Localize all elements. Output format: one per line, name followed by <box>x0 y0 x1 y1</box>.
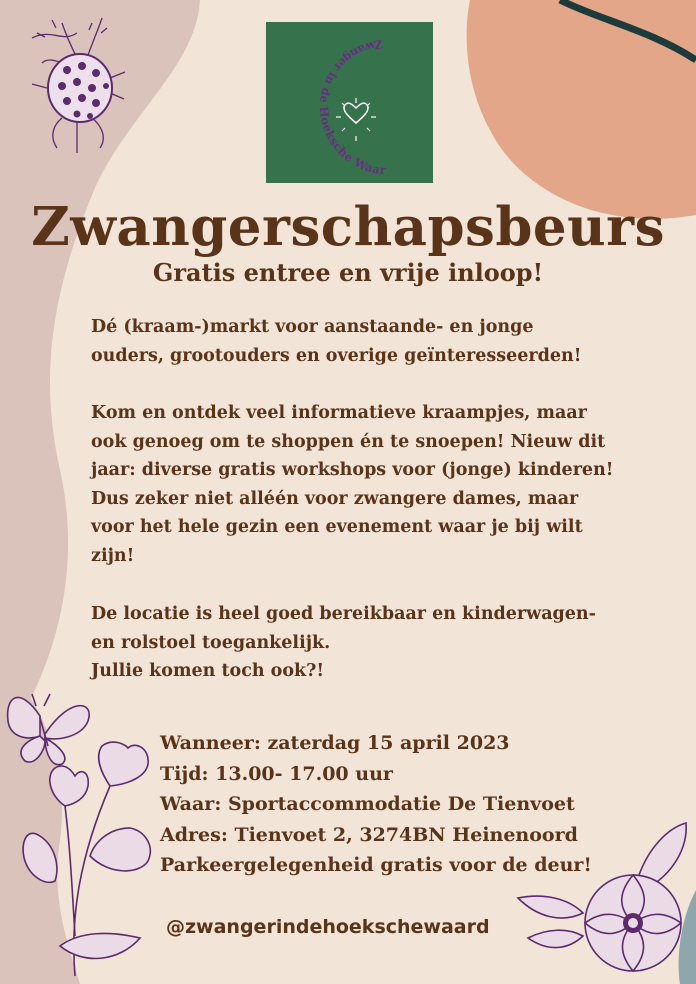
social-handle: @zwangerindehoekschewaard <box>166 916 490 938</box>
logo-arc-text: Zwanger in de Hoeksche Waar <box>316 37 387 178</box>
butterfly-flower-illustration <box>0 676 160 984</box>
poster-subtitle: Gratis entree en vrije inloop! <box>152 258 544 287</box>
body-line: zijn! <box>91 545 135 566</box>
body-paragraph <box>91 399 631 570</box>
location-line: De locatie is heel goed bereikbaar en kinderwagen- <box>91 604 596 624</box>
heart-icon <box>336 98 376 141</box>
body-line: ook genoeg om te shoppen én te snoepen! Nieuw dit <box>91 431 606 452</box>
location-paragraph <box>91 600 631 686</box>
intro-line: Dé (kraam-)markt voor aanstaande- en jonge <box>91 317 534 337</box>
event-parking: Parkeergelegenheid gratis voor de deur! <box>160 854 592 876</box>
event-date: Wanneer: zaterdag 15 april 2023 <box>160 732 510 754</box>
intro-paragraph <box>91 313 631 370</box>
body-line: Dus zeker niet alléén voor zwangere dames, maar <box>91 488 579 509</box>
ladybug-illustration <box>22 8 132 158</box>
body-line: jaar: diverse gratis workshops voor (jonge) kinderen! <box>91 460 614 480</box>
logo-badge <box>266 22 433 183</box>
svg-text:Zwanger in de Hoeksche Waard <box>266 22 387 177</box>
event-venue: Waar: Sportaccommodatie De Tienvoet <box>160 793 575 815</box>
body-line: Kom en ontdek veel informatieve kraampjes, maar <box>91 403 587 423</box>
event-time: Tijd: 13.00- 17.00 uur <box>160 762 393 785</box>
event-details <box>160 728 592 881</box>
body-line: voor het hele gezin een evenement waar je bij wilt <box>91 517 583 537</box>
location-line: en rolstoel toegankelijk. <box>91 632 331 653</box>
intro-line: ouders, grootouders en overige geïnteresseerden! <box>91 345 582 366</box>
event-address: Adres: Tienvoet 2, 3274BN Heinenoord <box>160 823 578 846</box>
poster-title: Zwangerschapsbeurs <box>31 196 665 258</box>
location-line: Jullie komen toch ook?! <box>91 661 325 681</box>
